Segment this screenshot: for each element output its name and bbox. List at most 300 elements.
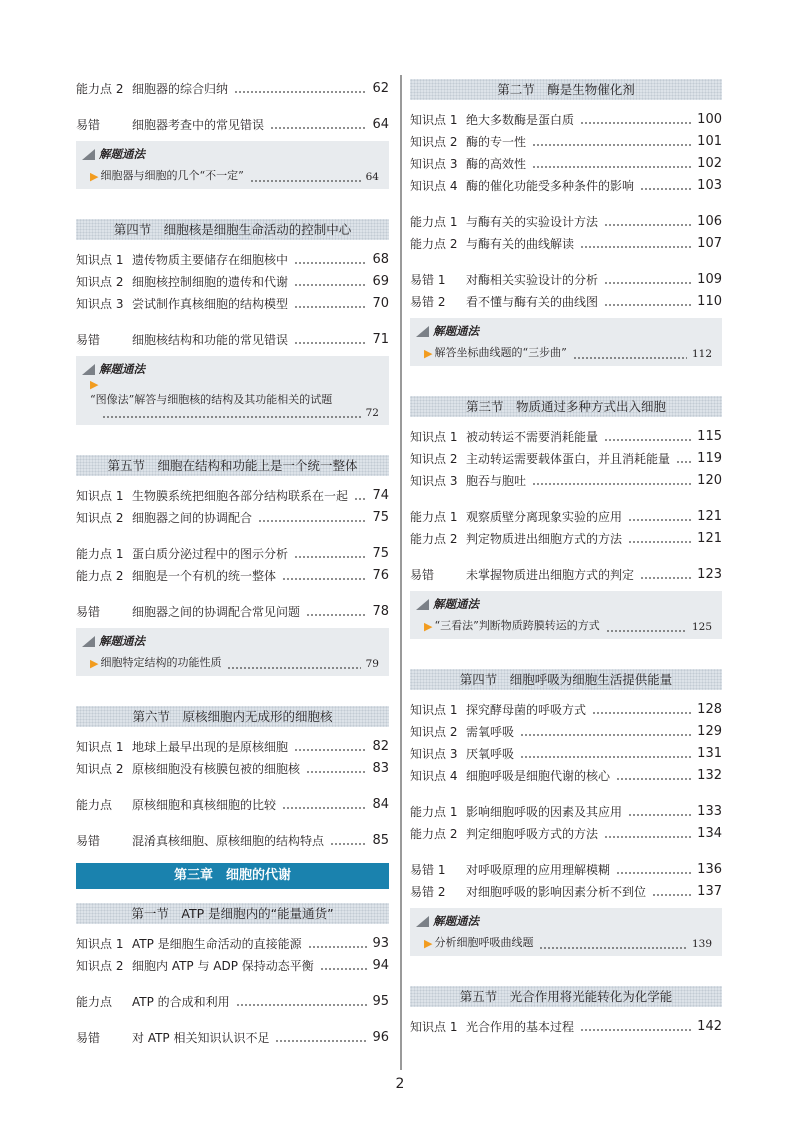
tips-heading-label: 解题通法 xyxy=(433,597,479,611)
entry-group xyxy=(410,268,722,312)
tips-entry[interactable] xyxy=(82,378,379,419)
entry-title: 蛋白质分泌过程中的图示分析 xyxy=(132,546,289,561)
entry-page: 103 xyxy=(697,177,722,193)
toc-left-column xyxy=(76,77,389,1048)
entry-group xyxy=(410,108,722,196)
entry-title: 细胞核结构和功能的常见错误 xyxy=(132,332,289,347)
dot-leader xyxy=(628,516,692,522)
dot-leader xyxy=(250,177,361,183)
dot-leader xyxy=(236,1001,368,1007)
triangle-icon xyxy=(82,149,95,160)
tips-box xyxy=(76,141,389,189)
dot-leader xyxy=(234,88,367,94)
entry-group xyxy=(410,210,722,254)
tips-heading-label: 解题通法 xyxy=(99,147,145,161)
entry-label: 知识点 2 xyxy=(76,274,124,289)
entry-group xyxy=(410,698,722,786)
entry-label: 知识点 4 xyxy=(410,178,458,193)
entry-page: 121 xyxy=(697,508,722,524)
tips-entry-title: “三看法”判断物质跨膜转运的方式 xyxy=(434,619,600,632)
entry-page: 137 xyxy=(697,883,722,899)
entry-group xyxy=(410,425,722,491)
entry-title: ATP 是细胞生命活动的直接能源 xyxy=(132,936,302,951)
entry-label: 知识点 3 xyxy=(410,473,458,488)
dot-leader xyxy=(520,731,692,737)
dot-leader xyxy=(604,279,692,285)
entry-label: 知识点 2 xyxy=(76,958,124,973)
entry-title: 细胞器之间的协调配合常见问题 xyxy=(132,604,301,619)
tips-entry[interactable] xyxy=(416,613,712,633)
entry-page: 69 xyxy=(372,273,389,289)
dot-leader xyxy=(294,281,367,287)
tips-entry-page: 79 xyxy=(365,658,379,670)
entry-page: 76 xyxy=(372,567,389,583)
entry-title: 尝试制作真核细胞的结构模型 xyxy=(132,296,289,311)
tips-box xyxy=(410,908,722,956)
entry-label: 易错 2 xyxy=(410,884,446,899)
toc-entry[interactable] xyxy=(76,829,389,851)
toc-entry[interactable] xyxy=(410,1015,722,1037)
dot-leader xyxy=(520,753,692,759)
tips-entry-title: 分析细胞呼吸曲线题 xyxy=(434,936,534,949)
toc-entry[interactable] xyxy=(76,542,389,564)
tips-heading xyxy=(416,595,712,613)
dot-leader xyxy=(320,965,368,971)
entry-title: 需氧呼吸 xyxy=(466,724,515,739)
toc-entry[interactable] xyxy=(76,932,389,954)
entry-page: 84 xyxy=(372,796,389,812)
entry-label: 知识点 1 xyxy=(76,936,124,951)
tips-entry-page: 139 xyxy=(691,938,712,950)
dot-leader xyxy=(282,575,367,581)
chapter-heading: 第三章 细胞的代谢 xyxy=(76,863,389,889)
toc-entry[interactable] xyxy=(76,506,389,528)
entry-label: 易错 1 xyxy=(410,272,446,287)
dot-leader xyxy=(306,768,367,774)
entry-title: 判定物质进出细胞方式的方法 xyxy=(466,531,623,546)
triangle-icon xyxy=(416,599,429,610)
toc-entry[interactable] xyxy=(410,232,722,254)
toc-entry[interactable] xyxy=(410,425,722,447)
entry-page: 129 xyxy=(697,723,722,739)
dot-leader xyxy=(580,243,692,249)
tips-heading xyxy=(416,912,712,930)
dot-leader xyxy=(282,804,367,810)
arrow-right-icon: ▶ xyxy=(424,347,433,360)
entry-title: 与酶有关的曲线解读 xyxy=(466,236,575,251)
toc-entry[interactable] xyxy=(410,800,722,822)
triangle-icon xyxy=(82,636,95,647)
toc-entry[interactable] xyxy=(76,328,389,350)
dot-leader xyxy=(616,869,692,875)
tips-entry[interactable] xyxy=(82,163,379,183)
entry-title: 观察质壁分离现象实验的应用 xyxy=(466,509,623,524)
toc-entry[interactable] xyxy=(410,152,722,174)
tips-heading-label: 解题通法 xyxy=(433,914,479,928)
tips-entry[interactable] xyxy=(82,650,379,670)
entry-label: 能力点 1 xyxy=(410,804,458,819)
entry-page: 142 xyxy=(697,1018,722,1034)
entry-title: 细胞器考查中的常见错误 xyxy=(132,117,265,132)
tips-heading-label: 解题通法 xyxy=(99,362,145,376)
entry-label: 知识点 2 xyxy=(76,510,124,525)
toc-entry[interactable] xyxy=(410,268,722,290)
entry-title: 细胞呼吸是细胞代谢的核心 xyxy=(466,768,611,783)
entry-page: 134 xyxy=(697,825,722,841)
entry-title: 细胞器之间的协调配合 xyxy=(132,510,253,525)
toc-entry[interactable] xyxy=(76,484,389,506)
arrow-right-icon: ▶ xyxy=(90,378,99,391)
entry-label: 易错 2 xyxy=(410,294,446,309)
entry-group xyxy=(76,77,389,99)
entry-title: 生物膜系统把细胞各部分结构联系在一起 xyxy=(132,488,349,503)
entry-title: 判定细胞呼吸方式的方法 xyxy=(466,826,599,841)
dot-leader xyxy=(580,119,692,125)
entry-page: 133 xyxy=(697,803,722,819)
entry-label: 能力点 1 xyxy=(76,546,124,561)
entry-label: 能力点 2 xyxy=(410,826,458,841)
toc-entry[interactable] xyxy=(410,742,722,764)
entry-page: 94 xyxy=(372,957,389,973)
dot-leader xyxy=(532,480,692,486)
entry-label: 知识点 1 xyxy=(410,112,458,127)
toc-entry[interactable] xyxy=(410,563,722,585)
toc-entry[interactable] xyxy=(410,447,722,469)
section-heading: 第五节 细胞在结构和功能上是一个统一整体 xyxy=(76,455,389,476)
entry-page: 62 xyxy=(372,80,389,96)
triangle-icon xyxy=(416,916,429,927)
toc-entry[interactable] xyxy=(76,113,389,135)
dot-leader xyxy=(628,538,692,544)
entry-title: 原核细胞没有核膜包被的细胞核 xyxy=(132,761,301,776)
entry-page: 78 xyxy=(372,603,389,619)
arrow-right-icon: ▶ xyxy=(90,657,99,670)
entry-title: 酶的高效性 xyxy=(466,156,527,171)
dot-leader xyxy=(294,303,367,309)
dot-leader xyxy=(604,221,692,227)
entry-label: 知识点 1 xyxy=(410,1019,458,1034)
toc-right-column xyxy=(410,79,722,1037)
entry-title: 细胞是一个有机的统一整体 xyxy=(132,568,277,583)
arrow-right-icon: ▶ xyxy=(424,620,433,633)
dot-leader xyxy=(628,811,692,817)
entry-title: 看不懂与酶有关的曲线图 xyxy=(466,294,599,309)
entry-title: 对酶相关实验设计的分析 xyxy=(466,272,599,287)
entry-label: 能力点 2 xyxy=(410,531,458,546)
entry-title: ATP 的合成和利用 xyxy=(132,994,230,1009)
dot-leader xyxy=(270,124,367,130)
tips-entry-title: 细胞器与细胞的几个“不一定” xyxy=(100,169,244,182)
entry-page: 96 xyxy=(372,1029,389,1045)
entry-title: 混淆真核细胞、原核细胞的结构特点 xyxy=(132,833,325,848)
tips-heading xyxy=(82,360,379,378)
entry-page: 106 xyxy=(697,213,722,229)
arrow-right-icon: ▶ xyxy=(424,937,433,950)
tips-heading-label: 解题通法 xyxy=(99,634,145,648)
section-heading: 第四节 细胞核是细胞生命活动的控制中心 xyxy=(76,219,389,240)
toc-entry[interactable] xyxy=(410,469,722,491)
entry-label: 知识点 1 xyxy=(410,702,458,717)
entry-group xyxy=(410,1015,722,1037)
entry-page: 123 xyxy=(697,566,722,582)
entry-group xyxy=(410,858,722,902)
entry-group xyxy=(76,328,389,350)
entry-page: 120 xyxy=(697,472,722,488)
dot-leader xyxy=(532,141,692,147)
dot-leader xyxy=(102,413,361,419)
entry-label: 易错 1 xyxy=(410,862,446,877)
page-number: 2 xyxy=(395,1076,405,1092)
entry-label: 知识点 1 xyxy=(76,252,124,267)
entry-title: 光合作用的基本过程 xyxy=(466,1019,575,1034)
entry-page: 82 xyxy=(372,738,389,754)
entry-title: 酶的专一性 xyxy=(466,134,527,149)
toc-entry[interactable] xyxy=(410,108,722,130)
entry-label: 易错 xyxy=(76,332,101,347)
dot-leader xyxy=(604,301,692,307)
toc-entry[interactable] xyxy=(410,130,722,152)
entry-label: 易错 xyxy=(410,567,435,582)
toc-entry[interactable] xyxy=(76,292,389,314)
dot-leader xyxy=(604,833,692,839)
entry-label: 知识点 3 xyxy=(76,296,124,311)
entry-page: 75 xyxy=(372,509,389,525)
entry-page: 75 xyxy=(372,545,389,561)
tips-entry-page: 125 xyxy=(691,621,712,633)
tips-entry-page: 72 xyxy=(365,407,379,419)
section-heading: 第四节 细胞呼吸为细胞生活提供能量 xyxy=(410,669,722,690)
entry-page: 115 xyxy=(697,428,722,444)
tips-box xyxy=(76,628,389,676)
entry-page: 102 xyxy=(697,155,722,171)
section-heading: 第六节 原核细胞内无成形的细胞核 xyxy=(76,706,389,727)
entry-label: 知识点 3 xyxy=(410,156,458,171)
toc-entry[interactable] xyxy=(410,210,722,232)
dot-leader xyxy=(606,627,687,633)
dot-leader xyxy=(676,458,692,464)
column-divider xyxy=(400,75,402,1070)
entry-title: 厌氧呼吸 xyxy=(466,746,515,761)
tips-heading-label: 解题通法 xyxy=(433,324,479,338)
section-heading: 第一节 ATP 是细胞内的“能量通货” xyxy=(76,903,389,924)
tips-entry-page: 64 xyxy=(365,171,379,183)
dot-leader xyxy=(573,354,687,360)
toc-entry[interactable] xyxy=(410,880,722,902)
toc-entry[interactable] xyxy=(410,174,722,196)
section-heading: 第二节 酶是生物催化剂 xyxy=(410,79,722,100)
tips-entry-title: “图像法”解答与细胞核的结构及其功能相关的试题 xyxy=(90,393,333,406)
entry-group xyxy=(76,829,389,851)
tips-entry-title: 细胞特定结构的功能性质 xyxy=(100,656,222,669)
toc-entry[interactable] xyxy=(76,600,389,622)
entry-group xyxy=(76,600,389,622)
toc-entry[interactable] xyxy=(76,990,389,1012)
dot-leader xyxy=(294,259,367,265)
entry-title: 遗传物质主要储存在细胞核中 xyxy=(132,252,289,267)
entry-title: 被动转运不需要消耗能量 xyxy=(466,429,599,444)
entry-label: 能力点 1 xyxy=(410,214,458,229)
entry-label: 知识点 2 xyxy=(76,761,124,776)
dot-leader xyxy=(652,891,692,897)
entry-page: 68 xyxy=(372,251,389,267)
entry-title: 地球上最早出现的是原核细胞 xyxy=(132,739,289,754)
tips-entry-page: 112 xyxy=(691,348,712,360)
tips-entry-title: 解答坐标曲线题的“三步曲” xyxy=(434,346,567,359)
entry-title: 对呼吸原理的应用理解模糊 xyxy=(466,862,611,877)
entry-title: 胞吞与胞吐 xyxy=(466,473,527,488)
entry-page: 100 xyxy=(697,111,722,127)
toc-entry[interactable] xyxy=(410,698,722,720)
entry-page: 85 xyxy=(372,832,389,848)
entry-group xyxy=(76,932,389,976)
entry-title: 绝大多数酶是蛋白质 xyxy=(466,112,575,127)
entry-label: 知识点 2 xyxy=(410,134,458,149)
entry-page: 71 xyxy=(372,331,389,347)
entry-page: 70 xyxy=(372,295,389,311)
entry-group xyxy=(76,484,389,528)
dot-leader xyxy=(227,664,360,670)
entry-title: 对细胞呼吸的影响因素分析不到位 xyxy=(466,884,647,899)
entry-title: 探究酵母菌的呼吸方式 xyxy=(466,702,587,717)
section-heading: 第三节 物质通过多种方式出入细胞 xyxy=(410,396,722,417)
entry-title: 未掌握物质进出细胞方式的判定 xyxy=(466,567,635,582)
entry-label: 能力点 1 xyxy=(410,509,458,524)
entry-group xyxy=(410,505,722,549)
entry-group xyxy=(76,113,389,135)
toc-entry[interactable] xyxy=(76,270,389,292)
entry-page: 119 xyxy=(697,450,722,466)
entry-title: 与酶有关的实验设计方法 xyxy=(466,214,599,229)
dot-leader xyxy=(294,339,367,345)
entry-label: 知识点 1 xyxy=(76,739,124,754)
dot-leader xyxy=(275,1037,367,1043)
arrow-right-icon: ▶ xyxy=(90,170,99,183)
toc-entry[interactable] xyxy=(76,954,389,976)
entry-page: 95 xyxy=(372,993,389,1009)
dot-leader xyxy=(539,944,686,950)
triangle-icon xyxy=(82,364,95,375)
toc-entry[interactable] xyxy=(76,793,389,815)
entry-page: 131 xyxy=(697,745,722,761)
entry-title: 细胞器的综合归纳 xyxy=(132,81,229,96)
dot-leader xyxy=(640,185,692,191)
entry-page: 110 xyxy=(697,293,722,309)
entry-label: 能力点 xyxy=(76,994,113,1009)
dot-leader xyxy=(354,495,367,501)
entry-group xyxy=(76,1026,389,1048)
toc-entry[interactable] xyxy=(410,505,722,527)
entry-group xyxy=(76,542,389,586)
section-heading: 第五节 光合作用将光能转化为化学能 xyxy=(410,986,722,1007)
entry-page: 64 xyxy=(372,116,389,132)
tips-entry[interactable] xyxy=(416,930,712,950)
entry-label: 知识点 4 xyxy=(410,768,458,783)
dot-leader xyxy=(294,553,367,559)
entry-group xyxy=(76,735,389,779)
toc-entry[interactable] xyxy=(410,764,722,786)
dot-leader xyxy=(604,436,692,442)
toc-entry[interactable] xyxy=(410,527,722,549)
toc-entry[interactable] xyxy=(76,735,389,757)
tips-heading xyxy=(82,632,379,650)
entry-page: 132 xyxy=(697,767,722,783)
dot-leader xyxy=(306,611,367,617)
toc-entry[interactable] xyxy=(76,248,389,270)
entry-label: 易错 xyxy=(76,1030,101,1045)
entry-label: 知识点 2 xyxy=(410,724,458,739)
toc-entry[interactable] xyxy=(410,858,722,880)
entry-group xyxy=(76,248,389,314)
tips-heading xyxy=(82,145,379,163)
toc-entry[interactable] xyxy=(410,720,722,742)
entry-group xyxy=(410,800,722,844)
dot-leader xyxy=(616,775,692,781)
entry-page: 136 xyxy=(697,861,722,877)
toc-entry[interactable] xyxy=(76,564,389,586)
entry-title: 细胞核控制细胞的遗传和代谢 xyxy=(132,274,289,289)
entry-label: 能力点 2 xyxy=(76,81,124,96)
entry-title: 影响细胞呼吸的因素及其应用 xyxy=(466,804,623,819)
entry-label: 易错 xyxy=(76,833,101,848)
dot-leader xyxy=(640,574,692,580)
entry-title: 主动转运需要载体蛋白，并且消耗能量 xyxy=(466,451,671,466)
tips-box xyxy=(76,356,389,425)
toc-entry[interactable] xyxy=(76,1026,389,1048)
triangle-icon xyxy=(416,326,429,337)
dot-leader xyxy=(580,1026,692,1032)
entry-label: 能力点 2 xyxy=(410,236,458,251)
entry-page: 109 xyxy=(697,271,722,287)
dot-leader xyxy=(330,840,367,846)
dot-leader xyxy=(308,943,368,949)
entry-page: 83 xyxy=(372,760,389,776)
entry-group xyxy=(76,990,389,1012)
entry-label: 知识点 1 xyxy=(76,488,124,503)
tips-entry[interactable] xyxy=(416,340,712,360)
tips-heading xyxy=(416,322,712,340)
entry-page: 121 xyxy=(697,530,722,546)
entry-label: 能力点 2 xyxy=(76,568,124,583)
entry-page: 101 xyxy=(697,133,722,149)
entry-page: 74 xyxy=(372,487,389,503)
entry-label: 易错 xyxy=(76,604,101,619)
dot-leader xyxy=(258,517,367,523)
entry-group xyxy=(76,793,389,815)
toc-entry[interactable] xyxy=(410,822,722,844)
toc-entry[interactable] xyxy=(76,77,389,99)
dot-leader xyxy=(294,746,367,752)
entry-title: 对 ATP 相关知识认识不足 xyxy=(132,1030,270,1045)
entry-label: 知识点 2 xyxy=(410,451,458,466)
toc-entry[interactable] xyxy=(76,757,389,779)
entry-page: 107 xyxy=(697,235,722,251)
dot-leader xyxy=(532,163,692,169)
entry-label: 易错 xyxy=(76,117,101,132)
tips-box xyxy=(410,318,722,366)
entry-page: 128 xyxy=(697,701,722,717)
entry-title: 细胞内 ATP 与 ADP 保持动态平衡 xyxy=(132,958,314,973)
entry-group xyxy=(410,563,722,585)
dot-leader xyxy=(592,709,692,715)
entry-title: 原核细胞和真核细胞的比较 xyxy=(132,797,277,812)
entry-title: 酶的催化功能受多种条件的影响 xyxy=(466,178,635,193)
entry-label: 知识点 3 xyxy=(410,746,458,761)
entry-page: 93 xyxy=(372,935,389,951)
tips-box xyxy=(410,591,722,639)
entry-label: 知识点 1 xyxy=(410,429,458,444)
toc-entry[interactable] xyxy=(410,290,722,312)
entry-label: 能力点 xyxy=(76,797,113,812)
